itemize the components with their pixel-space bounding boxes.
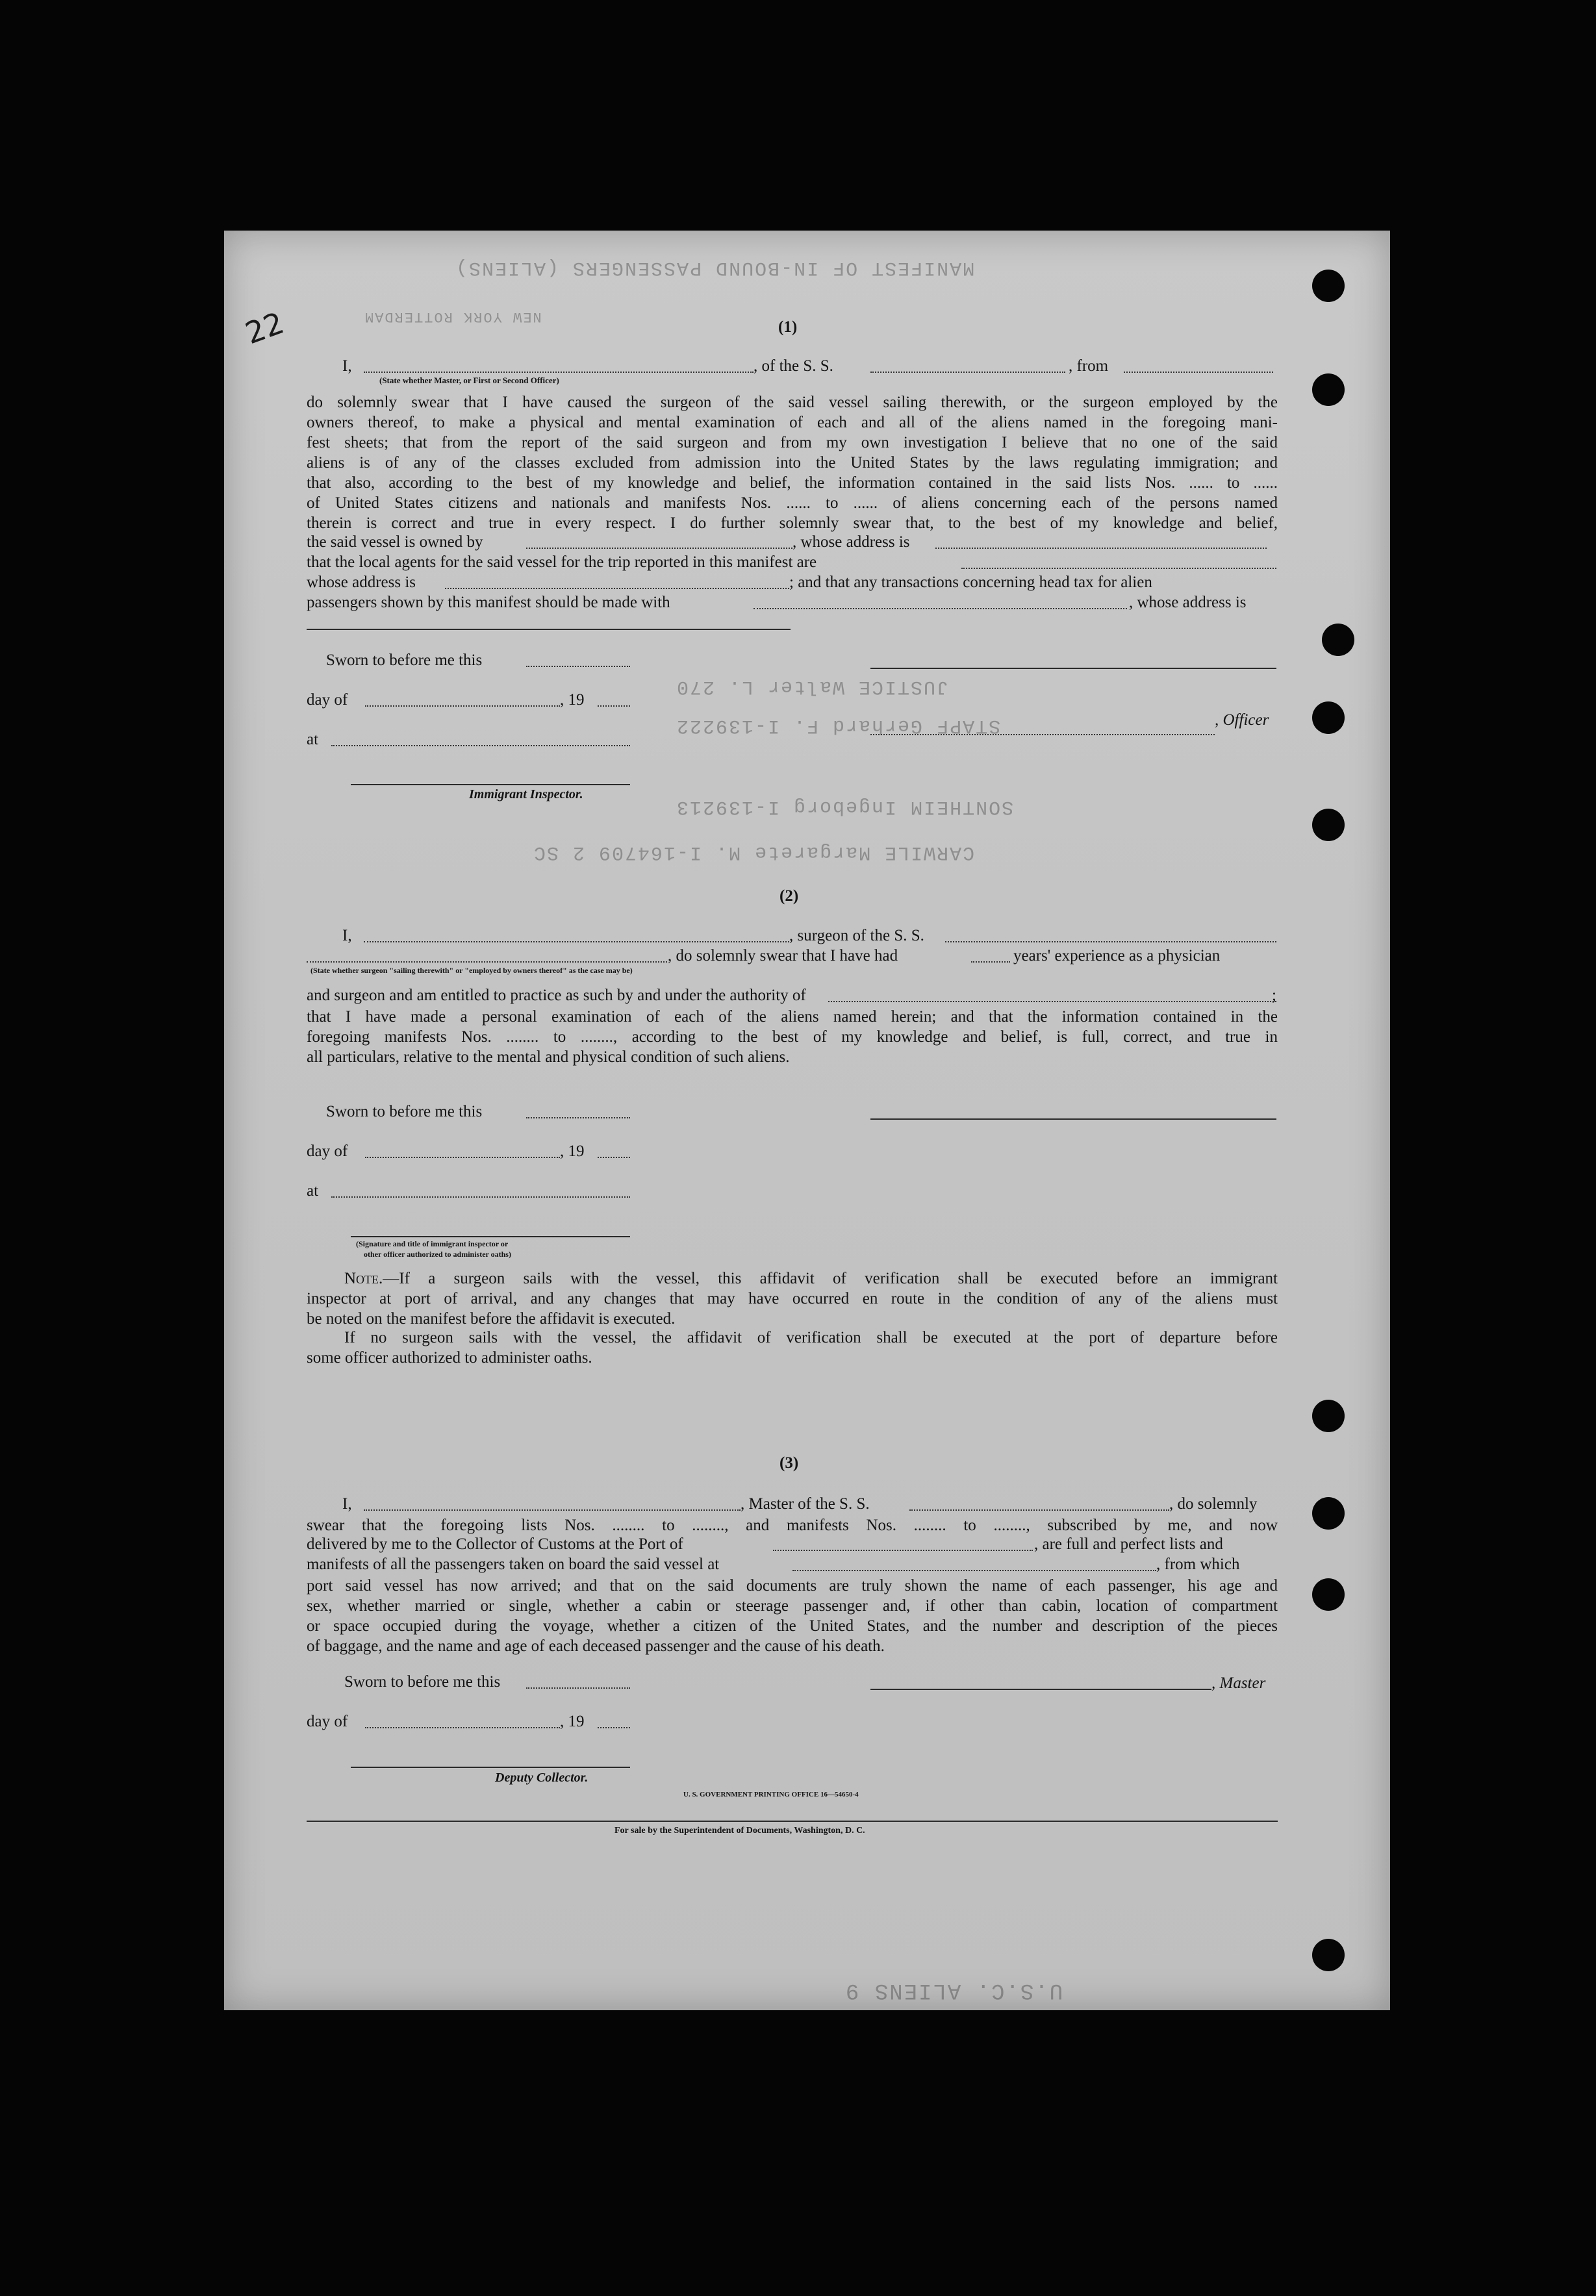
s1-body-line: of United States citizens and nationals and manifests Nos. ...... to ...... of aliens concerning each of the persons named: [307, 494, 1278, 512]
note-line: inspector at port of arrival, and any changes that may have occurred en route in the condition of any of the aliens must: [307, 1290, 1278, 1307]
section-3-heading: (3): [779, 1454, 799, 1472]
note-line-5: some officer authorized to administer oaths.: [307, 1349, 592, 1367]
footer-rule: [307, 1821, 1278, 1822]
section-2-heading: (2): [779, 887, 799, 905]
s1-at: at: [307, 731, 319, 748]
note-text: —If a surgeon sails with the vessel, this affidavit of verification shall be executed before an immigrant: [383, 1270, 1278, 1287]
s3-line1-end: , do solemnly: [1169, 1495, 1258, 1513]
s1-body-line: aliens is of any of the classes excluded from admission into the United States by the laws regulating immigration; and: [307, 454, 1278, 472]
s2-year-line: [598, 1157, 630, 1158]
punch-hole: [1312, 809, 1345, 841]
s3-year-line: [598, 1727, 630, 1728]
s2-surgeon-name-line: [364, 941, 789, 942]
s2-sig-caption-1: (Signature and title of immigrant inspector or: [356, 1239, 509, 1248]
punch-hole: [1312, 373, 1345, 406]
s1-whose-address: , whose address is: [792, 533, 910, 551]
s3-deputy-label: Deputy Collector.: [495, 1771, 589, 1785]
s3-body-line: port said vessel has now arrived; and that on the said documents are truly shown the name of each passenger, his age and: [307, 1577, 1278, 1595]
punch-hole: [1312, 1939, 1345, 1971]
s1-officer-line-2: [870, 734, 1215, 735]
bleed-through-row: STAPF Gerhard F. I-139222: [676, 714, 1001, 737]
s2-line1-surgeon: , surgeon of the S. S.: [789, 927, 924, 944]
s1-line1-from: , from: [1069, 357, 1109, 375]
s1-sworn: Sworn to before me this: [326, 651, 483, 669]
s3-master-name-line: [364, 1509, 741, 1511]
s3-day-of: day of: [307, 1713, 348, 1730]
punch-hole: [1312, 701, 1345, 734]
gpo-imprint: U. S. GOVERNMENT PRINTING OFFICE 16—54650-4: [683, 1791, 859, 1798]
s1-headtax-contact-line: [754, 608, 1127, 609]
s2-authority-line: [828, 1001, 1276, 1002]
s2-day-line: [365, 1157, 560, 1158]
s2-line2-years: years' experience as a physician: [1013, 947, 1221, 965]
for-sale-line: For sale by the Superintendent of Documents, Washington, D. C.: [614, 1826, 865, 1836]
s1-at-line: [331, 745, 630, 746]
s1-line1-i: I,: [342, 357, 352, 375]
s1-day-line: [365, 705, 560, 707]
s3-line4-a: manifests of all the passengers taken on board the said vessel at: [307, 1556, 720, 1573]
note-line-4: If no surgeon sails with the vessel, the affidavit of verification shall be executed at the port of departure before: [344, 1329, 1278, 1346]
s1-agent-address-line: [445, 588, 789, 589]
s3-deputy-sig-line: [351, 1767, 630, 1768]
s2-at: at: [307, 1182, 319, 1200]
s3-line3-b: , are full and perfect lists and: [1034, 1535, 1223, 1553]
s2-at-line: [331, 1196, 630, 1198]
s3-body-line: sex, whether married or single, whether a cabin or steerage passenger and, if other than cabin, location of compartment: [307, 1597, 1278, 1615]
s3-ship-line: [909, 1509, 1169, 1511]
s3-line1-master: , Master of the S. S.: [741, 1495, 870, 1513]
s1-owner-line: [526, 548, 792, 549]
s1-passengers-shown: passengers shown by this manifest should be made with: [307, 594, 670, 611]
s2-sig-caption-2: other officer authorized to administer oaths): [364, 1250, 511, 1259]
punch-hole: [1312, 1400, 1345, 1432]
bleed-through-bottom: U.S.C. ALIENS 9: [844, 1978, 1063, 2002]
s2-years-line: [971, 961, 1010, 963]
s3-line1-i: I,: [342, 1495, 352, 1513]
s2-ship-line: [945, 941, 1276, 942]
s1-body-line: fest sheets; that from the report of the said surgeon and from my own investigation I believe that no one of the said: [307, 434, 1278, 451]
s1-ship-line: [870, 372, 1065, 373]
s1-officer-sig-line: [870, 668, 1276, 669]
s2-body-line: that I have made a personal examination of each of the aliens named herein; and that the information contained in the: [307, 1008, 1278, 1026]
note-line: be noted on the manifest before the affidavit is executed.: [307, 1310, 676, 1328]
s3-sworn: Sworn to before me this: [344, 1673, 501, 1691]
s2-sworn: Sworn to before me this: [326, 1103, 483, 1120]
s1-body-line: therein is correct and true in every respect. I do further solemnly swear that, to the best of my knowledge and belief,: [307, 514, 1278, 532]
s1-whose-address-end: , whose address is: [1129, 594, 1247, 611]
s2-status-line: [307, 961, 667, 963]
punch-hole: [1312, 1578, 1345, 1611]
s3-line4-b: , from which: [1156, 1556, 1240, 1573]
s1-year-line: [598, 705, 630, 707]
bleed-through-row: JUSTICE Walter L. 270: [676, 675, 949, 698]
s1-inspector-sig-line: [351, 784, 630, 785]
s1-address-end-line: [307, 629, 791, 630]
s3-departure-line: [792, 1570, 1156, 1571]
s1-owned-by: the said vessel is owned by: [307, 533, 483, 551]
s1-officer-label: , Officer: [1215, 711, 1269, 729]
note-label: Note.: [344, 1270, 383, 1287]
bleed-through-row: SONTHEIM Ingeborg I-139213: [676, 796, 1014, 818]
s1-inspector-label: Immigrant Inspector.: [469, 787, 583, 801]
s3-master-sig-line: [870, 1689, 1211, 1690]
section-1-heading: (1): [778, 318, 798, 336]
s2-caption: (State whether surgeon "sailing therewith" or "employed by owners thereof" as the case may be): [310, 966, 633, 975]
s2-sworn-line: [526, 1117, 630, 1118]
s2-inspector-sig-line: [351, 1236, 630, 1237]
s3-body-line: or space occupied during the voyage, whether a citizen of the United States, and the number and description of the pieces: [307, 1617, 1278, 1635]
s2-body-line: all particulars, relative to the mental and physical condition of such aliens.: [307, 1048, 790, 1066]
s1-caption: (State whether Master, or First or Second Officer): [379, 375, 559, 385]
s1-line1-of: , of the S. S.: [754, 357, 833, 375]
s1-head-tax: ; and that any transactions concerning head tax for alien: [789, 574, 1152, 591]
punch-hole: [1312, 1497, 1345, 1530]
bleed-through-header: NEW YORK ROTTERDAM: [364, 309, 542, 325]
s3-port-line: [773, 1550, 1033, 1551]
s1-whose-address-is: whose address is: [307, 574, 416, 591]
s1-agents-line: [961, 568, 1276, 569]
s1-officer-line: [364, 372, 754, 373]
s2-surgeon-sig-line: [870, 1118, 1276, 1120]
margin-handwritten-note: 22: [240, 305, 289, 351]
s3-line3-a: delivered by me to the Collector of Customs at the Port of: [307, 1535, 683, 1553]
s3-body-line: of baggage, and the name and age of each deceased passenger and the cause of his death.: [307, 1637, 885, 1655]
s3-year: , 19: [560, 1713, 585, 1730]
s1-from-line: [1124, 372, 1273, 373]
s1-local-agents: that the local agents for the said vessel for the trip reported in this manifest are: [307, 553, 817, 571]
s3-sworn-line: [526, 1687, 630, 1689]
punch-hole: [1322, 624, 1354, 656]
s1-year: , 19: [560, 691, 585, 709]
s2-line1-i: I,: [342, 927, 352, 944]
s3-day-line: [365, 1727, 560, 1728]
s2-line2-swear: , do solemnly swear that I have had: [668, 947, 898, 965]
s1-sworn-line: [526, 666, 630, 667]
s2-body-line: foregoing manifests Nos. ........ to ........, according to the best of my knowledge and belief, is full, correct, and true in: [307, 1028, 1278, 1046]
s1-day-of: day of: [307, 691, 348, 709]
s1-body-line: do solemnly swear that I have caused the surgeon of the said vessel sailing therewith, or the surgeon employed by the: [307, 394, 1278, 411]
bleed-through-header: MANIFEST OF IN-BOUND PASSENGERS (ALIENS): [455, 257, 975, 279]
s3-master-label: , Master: [1211, 1674, 1266, 1692]
bleed-through-row: CARWILE Margarete M. I-164709 2 SC: [533, 841, 975, 863]
s3-line2: swear that the foregoing lists Nos. ........ to ........, and manifests Nos. ........ to ........, subscribed by me, and now: [307, 1517, 1278, 1534]
s1-body-line: that also, according to the best of my knowledge and belief, the information contained in the said lists Nos. ...... to ......: [307, 474, 1278, 492]
s2-year: , 19: [560, 1142, 585, 1160]
s2-body-line: and surgeon and am entitled to practice as such by and under the authority of: [307, 987, 806, 1004]
s1-body-line: owners thereof, to make a physical and mental examination of each and all of the aliens named in the foregoing mani-: [307, 414, 1278, 431]
note-line-1: [307, 1268, 1278, 1289]
s2-day-of: day of: [307, 1142, 348, 1160]
s1-address-line: [935, 548, 1267, 549]
punch-hole: [1312, 270, 1345, 302]
s2-semicolon: ;: [1272, 987, 1276, 1004]
